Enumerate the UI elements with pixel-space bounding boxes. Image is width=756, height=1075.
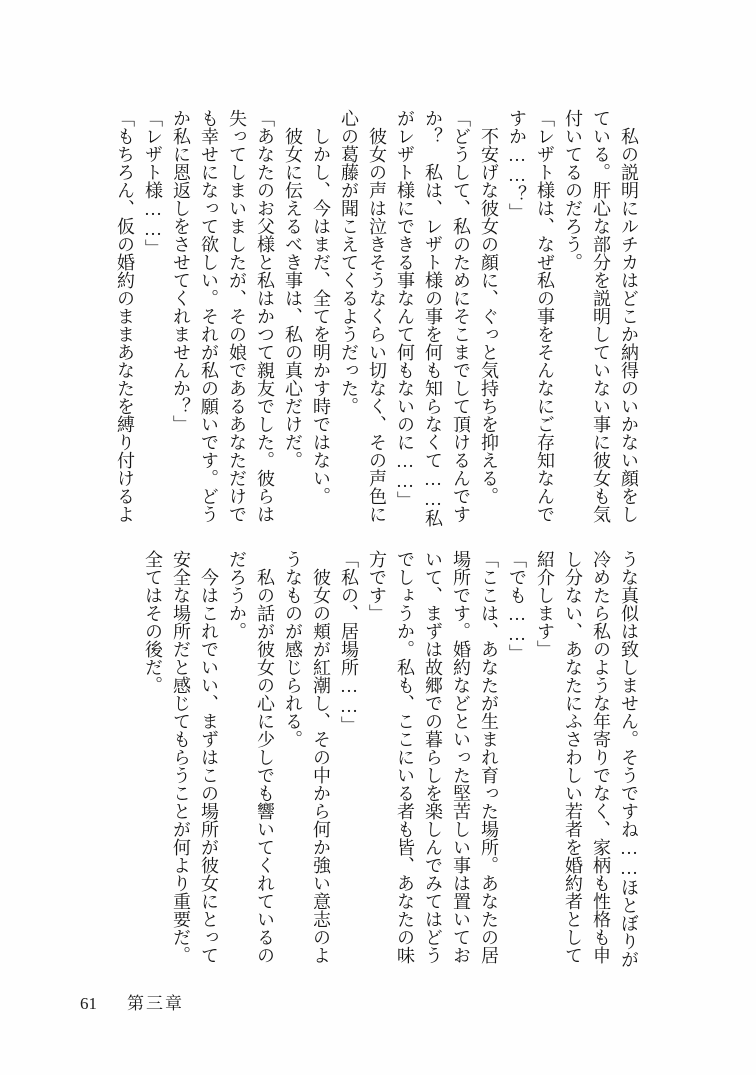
text-line: 「ここは、あなたが生まれ育った場所。あなたの居	[479, 550, 499, 964]
text-line: でしょうか。私も、ここにいる者も皆、あなたの味	[395, 550, 415, 964]
text-line: 「あなたのお父様と私はかつて親友でした。彼らは	[255, 109, 275, 523]
text-line: だろうか。	[227, 550, 247, 640]
text-line: 場所です。婚約などといった堅苦しい事は置いてお	[451, 550, 471, 964]
text-line: し分ない、あなたにふさわしい若者を婚約者として	[563, 550, 583, 964]
text-line: 「でも……」	[507, 550, 527, 662]
text-line: 彼女に伝えるべき事は、私の真心だけだ。	[283, 127, 303, 469]
text-line: うな真似は致しません。そうですね……ほとぼりが	[619, 550, 639, 968]
chapter-title: 第三章	[127, 994, 184, 1013]
text-line: すか……？」	[507, 109, 527, 221]
text-block-top	[111, 109, 643, 527]
text-line: か私に恩返しをさせてくれませんか？」	[171, 109, 191, 433]
text-line: 全てはその後だ。	[143, 550, 163, 694]
text-line: か？ 私は、レザト様の事を何も知らなくて……私	[423, 109, 443, 527]
page-number: 61	[80, 994, 97, 1013]
text-line: ている。肝心な部分を説明していない事に彼女も気	[591, 109, 611, 523]
text-line: 紹介します」	[535, 550, 555, 658]
page-footer	[80, 989, 184, 1014]
text-line: いて、まずは故郷での暮らしを楽しんでみてはどう	[423, 550, 443, 964]
text-line: も幸せになって欲しい。それが私の願いです。どう	[199, 109, 219, 523]
text-line: 「レザト様……」	[143, 109, 163, 257]
text-line: 私の説明にルチカはどこか納得のいかない顔をし	[619, 127, 639, 523]
text-line: 冷めたら私のような年寄りでなく、家柄も性格も申	[591, 550, 611, 964]
text-line: 彼女の声は泣きそうなくらい切なく、その声色に	[367, 127, 387, 523]
text-line: 今はこれでいい、まずはこの場所が彼女にとって	[199, 568, 219, 964]
text-line: 彼女の頬が紅潮し、その中から何か強い意志のよ	[311, 568, 331, 964]
text-line: 失ってしまいましたが、その娘であるあなただけで	[227, 109, 247, 523]
text-line: がレザト様にできる事なんて何もないのに……」	[395, 109, 415, 509]
text-line: 心の葛藤が聞こえてくるようだった。	[339, 109, 359, 415]
text-line: しかし、今はまだ、全てを明かす時ではない。	[311, 127, 331, 505]
text-line: 私の話が彼女の心に少しでも響いてくれているの	[255, 568, 275, 964]
text-line: 「どうして、私のためにそこまでして頂けるんです	[451, 109, 471, 523]
text-line: 不安げな彼女の顔に、ぐっと気持ちを抑える。	[479, 127, 499, 505]
text-line: 「レザト様は、なぜ私の事をそんなにご存知なんで	[535, 109, 555, 523]
text-line: うなものが感じられる。	[283, 550, 303, 748]
text-line: 「私の、居場所……」	[339, 550, 359, 734]
text-line: 「もちろん、仮の婚約のままあなたを縛り付けるよ	[115, 109, 135, 523]
text-line: 付いてるのだろう。	[563, 109, 583, 271]
text-line: 安全な場所だと感じてもらうことが何より重要だ。	[171, 550, 191, 964]
text-line: 方です」	[367, 550, 387, 622]
text-block-bottom	[139, 550, 643, 968]
